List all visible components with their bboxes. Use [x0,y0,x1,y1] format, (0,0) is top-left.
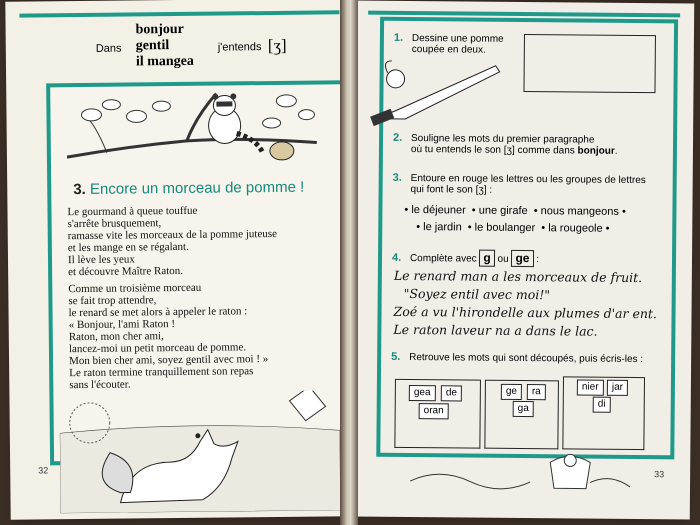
exercise-4 [392,249,539,267]
apple-drawing-box[interactable] [523,34,656,93]
ex4-sentences [393,267,684,342]
syllable-tile[interactable]: di [593,397,611,413]
para1-line: s'arrête brusquement, [67,217,162,231]
syllable-tile[interactable]: ga [513,401,534,417]
ex5-text: Retrouve les mots qui sont découpés, puis écris-les : [409,352,644,366]
ex2-number: 2. [393,131,403,144]
book-gutter [340,0,358,525]
para1-line: ramasse vite les morceaux de la pomme juteuse [67,227,278,243]
left-page [5,0,350,520]
para2-line: lancez-moi un petit morceau de pomme. [68,341,247,356]
para1-line: Le gourmand à queue touffue [67,204,198,219]
ex3-word[interactable]: • le déjeuner [404,203,466,217]
para2-line: Comme un troisième morceau [68,281,202,296]
sound-symbol: [ʒ] [267,35,287,56]
ex4-sentence[interactable]: Le renard man a les morceaux de fruit. [393,267,643,286]
story-number: 3. [73,180,86,199]
ex2-line: Souligne les mots du premier paragraphe [410,133,595,146]
ex4-lead: Complète avec [409,253,477,265]
ex4-ou: ou [497,253,509,265]
para2-line: Mon bien cher ami, soyez gentil avec moi ! » [69,353,269,368]
ex1-number: 1. [393,31,404,44]
ex2-period: . [614,145,618,157]
basket-illustration [410,451,630,503]
story-para-1 [67,203,338,278]
syllable-tile[interactable]: de [441,385,462,401]
ex1-line: Dessine une pomme [411,33,504,45]
para2-line: le renard se met alors à appeler le raton : [68,305,248,320]
page-number-right: 33 [654,469,665,480]
ex4-sentence[interactable]: "Soyez entil avec moi!" [403,285,551,303]
sound-header [96,18,327,76]
syllable-tile[interactable]: ra [527,384,546,400]
para2-line: Le raton termine tranquillement son repas [69,365,254,380]
ex3-word[interactable]: • le jardin [416,221,462,234]
ex4-sentence[interactable]: Zoé a vu l'hirondelle aux plumes d'ar ent. [393,303,658,322]
syllable-tile[interactable]: gea [409,385,436,401]
ex4-number: 4. [391,251,402,264]
ex3-line: Entoure en rouge les lettres ou les groupes de lettres [410,173,646,187]
page-number-left: 32 [38,465,49,476]
right-page [350,1,694,520]
ex2-bold-word: bonjour [577,145,615,157]
ex3-word[interactable]: • nous mangeons • [533,205,626,218]
dans-label: Dans [95,42,122,55]
exercise-3 [393,173,646,197]
ex3-word[interactable]: • le boulanger [467,221,536,235]
ex3-number: 3. [392,171,402,184]
ex1-line: coupée en deux. [411,44,486,56]
ex4-colon: : [536,254,540,266]
word-il-mangea: il mangea [135,53,194,70]
syllable-tile[interactable]: ge [501,384,522,400]
word-bonjour: bonjour [135,21,184,38]
para1-line: Il lève les yeux [67,253,135,267]
para2-line: se fait trop attendre, [68,294,157,308]
ex3-words-row-2 [416,221,612,235]
para2-line: Raton, mon cher ami, [68,330,164,344]
jentends-label: j'entends [217,41,262,54]
ex4-sentence[interactable]: Le raton laveur na a dans le lac. [393,321,598,339]
story-title-text: Encore un morceau de pomme ! [89,178,305,198]
syllable-tile[interactable]: nier [577,379,604,395]
story-para-2 [68,280,344,391]
syllable-box-3[interactable] [562,376,645,450]
exercise-2 [393,133,618,157]
raccoon-figure [208,93,263,154]
para1-line: et les mange en se régalant. [67,240,189,255]
ex3-word[interactable]: • la rougeole • [541,222,610,235]
word-gentil: gentil [135,38,170,54]
ex5-number: 5. [391,350,401,363]
ex2-line: où tu entends le son [ʒ] comme dans [410,144,578,157]
tree-raccoon-illustration [66,84,327,179]
ex3-word[interactable]: • une girafe [471,204,528,218]
ex3-words-row-1 [404,204,629,218]
exercise-5 [391,351,643,365]
ex4-option-g: g [479,250,494,267]
ex3-line: qui font le son [ʒ] : [410,184,493,196]
top-rule [19,10,339,17]
para2-line: sans l'écouter. [69,378,131,392]
ex4-option-ge: ge [511,250,533,267]
para2-line: « Bonjour, l'ami Raton ! [68,318,176,332]
syllable-tile[interactable]: oran [419,403,449,419]
knife-squirrel-illustration [365,59,506,130]
exercise-1 [394,33,504,56]
syllable-tile[interactable]: jar [607,380,628,396]
story-title [73,179,304,198]
fox-illustration [59,390,340,513]
para1-line: et découvre Maître Raton. [68,264,184,279]
